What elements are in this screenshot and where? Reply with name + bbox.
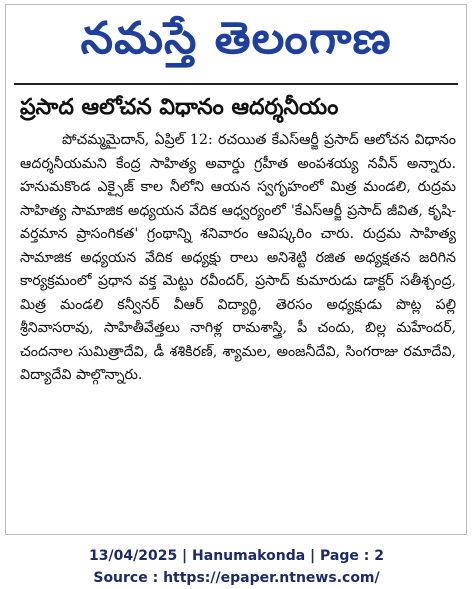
masthead-divider <box>14 83 458 85</box>
article-body: పోచమ్మమైదాన్, ఏప్రిల్ 12: రచయిత కేఎస్ఆర్జీ ప్రసాద్ ఆలోచన విధానం ఆదర్శనీయమని కేంద్ర సాహిత్య అవార్డు గ్రహీత అంపశయ్య నవీన్ అన్నారు. హనుమకొండ ఎక్సైజ్ కాల నీలోని ఆయన స్వగృహంలో మిత్ర మండలి, రుద్రమ సాహిత్య సామాజిక అధ్యయన వేదిక ఆధ్వర్యంలో 'కేఎస్ఆర్జీ ప్రసాద్ జీవిత, కృషి-వర్తమాన ప్రాసంగికత' గ్రంథాన్ని శనివారం ఆవిష్కరిం చారు. రుద్రమ సాహిత్య సామాజిక అధ్యయన వేదిక అధ్యక్షు రాలు అనిశెట్టి రజిత అధ్యక్షతన జరిగిన కార్యక్రమంలో ప్రధాన వక్త మెట్టు రవీందర్, ప్రసాద్ కుమారుడు డాక్టర్ సతీశ్చంద్ర, మిత్ర మండలి కన్వీనర్ వీఆర్ విద్యార్థి, తెరసం అధ్యక్షుడు పొట్ల పల్లి శ్రీనివాసరావు, సాహితీవేత్తలు నాగిళ్ల రామశాస్త్రి, పీ చందు, బిల్ల మహేందర్, చందనాల సుమిత్రాదేవి, డీ శశికిరణ్, శ్యామల, అంజనీదేవి, సింగరాజు రమాదేవి, విద్యాదేవి పాల్గొన్నారు. <box>20 132 456 383</box>
clipping-footer <box>0 545 473 589</box>
newspaper-logo: నమస్తే తెలంగాణ <box>80 13 392 64</box>
masthead <box>6 5 466 83</box>
article-headline: ప్రసాద ఆలోచన విధానం ఆదర్శనీయం <box>20 95 339 120</box>
news-clipping <box>5 4 467 535</box>
source-link[interactable]: Source : https://epaper.ntnews.com/ <box>93 570 380 586</box>
publication-info: 13/04/2025 | Hanumakonda | Page : 2 <box>89 548 384 564</box>
